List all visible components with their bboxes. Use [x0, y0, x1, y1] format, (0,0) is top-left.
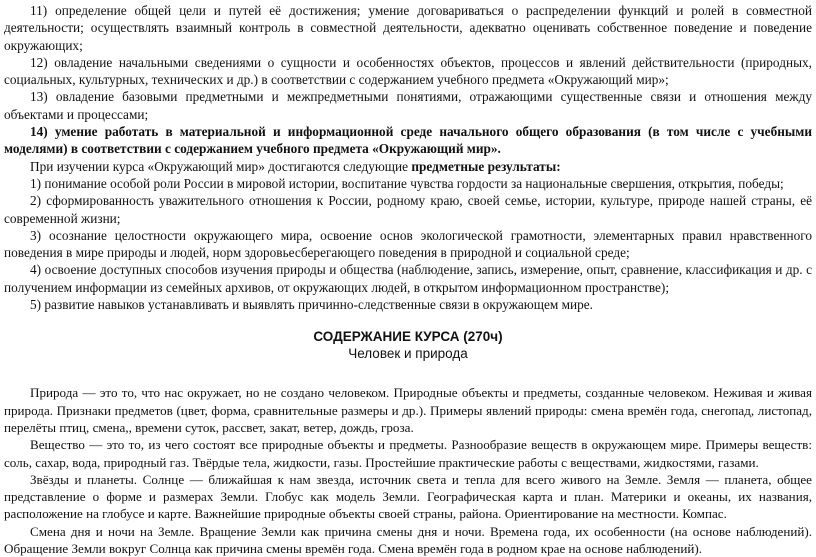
course-title: СОДЕРЖАНИЕ КУРСА (270ч) [313, 329, 503, 345]
paragraph-item-12: 12) овладение начальными сведениями о сущности и особенностях объектов, процессов и явлений действительности (природных, социальных, культурных, технических и др.) в соответствии с содержанием учебного предмета «Окружающий мир»; [4, 54, 812, 88]
result-item-3: 3) осознание целостности окружающего мира, освоение основ экологической грамотности, элементарных правил нравственного поведения в мире природы и людей, норм здоровьесберегающего поведения в природной и социальной среде; [4, 227, 812, 261]
result-item-4: 4) освоение доступных способов изучения природы и общества (наблюдение, запись, измерение, опыт, сравнение, классификация и др. с получением информации из семейных архивов, от окружающих людей, в открытом информационном пространстве); [4, 262, 812, 295]
paragraph-item-11: 11) определение общей цели и путей её достижения; умение договариваться о распределении функций и ролей в совместной деятельности; осуществлять взаимный контроль в совместной деятельности, адекватно оценивать собственное поведение и поведение окружающих; [4, 3, 812, 53]
intro-text: При изучении курса «Окружающий мир» достигаются следующие [30, 158, 412, 174]
content-paragraph-nature: Природа — это то, что нас окружает, но не создано человеком. Природные объекты и предметы, созданные человеком. Неживая и живая природа. Признаки предметов (цвет, форма, сравнительные размеры и др.). Примеры явлений природы: смена времён года, снегопад, листопад, перелёты птиц, смена,, времени суток, рассвет, закат, ветер, дождь, гроза. [4, 385, 812, 435]
result-item-2: 2) сформированность уважительного отношения к России, родному краю, своей семье, истории, культуре, природе нашей страны, её современной жизни; [4, 193, 812, 226]
content-paragraph-stars-planets: Звёзды и планеты. Солнце — ближайшая к нам звезда, источник света и тепла для всего живого на Земле. Земля — планета, общее представление о форме и размерах Земли. Глобус как модель Земли. Географическая карта и план. Материки и океаны, их названия, расположение на глобусе и карте. Важнейшие природные объекты своей страны, района. Ориентирование на местности. Компас. [4, 471, 812, 522]
spacer [4, 362, 812, 384]
content-paragraph-substance: Вещество — это то, из чего состоят все природные объекты и предметы. Разнообразие веществ в окружающем мире. Примеры веществ: соль, сахар, вода, природный газ. Твёрдые тела, жидкости, газы. Простейшие практические работы с веществами, жидкостями, газами. [4, 437, 812, 470]
intro-paragraph [4, 158, 812, 175]
content-paragraph-day-night: Смена дня и ночи на Земле. Вращение Земли как причина смены дня и ночи. Времена года, их особенности (на основе наблюдений). Обращение Земли вокруг Солнца как причина смены времён года. Смена времён года в родном крае на основе наблюдений). [4, 523, 812, 557]
course-subtitle: Человек и природа [348, 346, 468, 362]
paragraph-item-13: 13) овладение базовыми предметными и межпредметными понятиями, отражающими существенные связи и отношения между объектами и процессами; [4, 89, 812, 122]
result-item-1: 1) понимание особой роли России в мировой истории, воспитание чувства гордости за национальные свершения, открытия, победы; [30, 175, 784, 191]
result-item-5: 5) развитие навыков устанавливать и выявлять причинно-следственные связи в окружающем мире. [30, 297, 594, 313]
paragraph-item-14: 14) умение работать в материальной и информационной среде начального общего образования (в том числе с учебными моделями) в соответствии с содержанием учебного предмета «Окружающий мир». [4, 124, 812, 157]
intro-bold-text: предметные результаты: [411, 158, 561, 174]
